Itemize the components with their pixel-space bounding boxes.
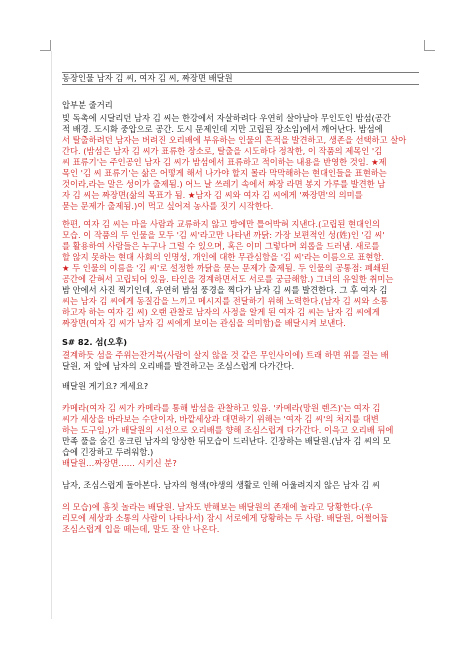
dialogue-line: 배달원 게기요? 게세요?: [62, 381, 149, 391]
body-line: 자 김 씨는 짜장면(삶의 목표가 됨. ★남자 김 씨와 여자 김 씨에게 '짜장면'의 의미를: [62, 190, 363, 200]
body-line: 할 않지 못하는 현대 사회의 인명성, 개인에 대한 무관심함을 '김 씨'라는 이름으로 표현함.: [62, 252, 385, 262]
crop-mark-top-left: [40, 40, 51, 51]
body-line: 한편, 여자 김 씨는 마을 사람과 교류하지 않고 방에만 틀어박혀 지낸다.(고립된 현대인의: [62, 219, 381, 229]
body-line: 만족 풀을 숨긴 웅크린 남자의 앙상한 뒤모습이 드러난다. 긴장하는 배달원.(남자 김 씨의 모: [62, 436, 391, 446]
body-line: 것이라,라는 말은 성이가 출제됨.) 어느 날 쓰레기 속에서 짜장 라면 봉지 가루를 발견한 남: [62, 179, 386, 189]
body-line: 하고자 하는 여자 김 씨) 오랜 관찰로 남자의 사정을 알게 된 여자 김 씨는 남자 김 씨에게: [62, 307, 380, 317]
characters-line: 동장인물 남자 김 씨, 여자 김 씨, 짜장면 배달원: [62, 72, 419, 85]
dialogue-line: 남자, 조심스럽게 돌아본다. 남자의 형색(야생의 생활로 인해 어울려지지 않은 남자 김 씨: [62, 480, 381, 490]
body-line: 적 배경. 도시화 중압으로 공간. 도시 문제인데 지만 고립된 장소임)에서 깨어난다. 밤섬에: [62, 124, 383, 134]
body-line: 씨 표류기'는 주인공인 남자 김 씨가 밤섬에서 표류하고 적이하는 내용을 반영한 것임. ★제: [62, 157, 387, 167]
scene-line: 달원, 저 앞에 남자의 오리배를 발견하고는 조심스럽게 다가간다.: [62, 361, 295, 371]
body-line: ★ 두 인물의 이름을 '김 씨'로 설정한 까닭을 묻는 문제가 출제됨. 두 인물의 공통점: 폐쇄된: [62, 263, 389, 273]
section-heading: 압부분 줄거리: [62, 100, 113, 110]
scene-heading: S# 82. 섬(오후): [62, 337, 128, 347]
body-line: 습에 긴장하고 두려워함.): [62, 447, 154, 457]
body-line: 묻는 문제가 출제됨.)이 먹고 싶어져 농사를 짓기 시작한다.: [62, 201, 274, 211]
body-line: 간다. (밤섬은 남자 김 씨가 표류한 장소로, 탈출을 시도하다 정착한, 이 작품의 제목인 '김: [62, 146, 383, 156]
body-line: 하는 도구임.)가 배달원의 시선으로 오리배를 향해 조심스럽게 다가간다. 이윽고 오리배 뒤에: [62, 425, 394, 435]
body-line: 의 모습)에 흠칫 놀라는 배달원. 남자도 반해보는 배달원의 존재에 놀라고 당황한다.(우: [62, 502, 373, 512]
body-line: 씨는 남자 김 씨에게 동질감을 느끼고 메시지를 전달하기 위해 노력한다.(남자 김 씨와 소통: [62, 296, 389, 306]
document-page: [51, 51, 425, 619]
body-line: 조심스럽게 입을 떼는데, 말도 잘 안 나온다.: [62, 524, 220, 534]
body-line: 빚 독촉에 시달리던 남자 김 씨는 한강에서 자살하려다 우연히 살아남아 무인도인 밤섬(공간: [62, 113, 391, 123]
body-line: 를 활용하여 사람들은 누구나 그럴 수 있으며, 혹은 이미 그렇다며 외롭을 드러냄. 새로를: [62, 241, 380, 251]
body-line: 리모에 세상과 소통의 사람이 나타나서) 잠시 서로에게 당황하는 두 사람. 배달원, 어쩔어둡: [62, 513, 389, 523]
body-line: 씨가 세상을 바라보는 수단이자, 바깥세상과 대면하기 위해는 '여자 김 씨'의 처지를 대변: [62, 414, 379, 424]
body-line: 배달원…짜장면…… 시키신 분?: [62, 458, 177, 468]
body-line: 짜장면(여자 김 씨가 남자 김 씨에게 보이는 관심을 의미함)을 배달시켜 보낸다.: [62, 318, 346, 328]
body-line: 카메라(여자 김 씨가 카메라를 통해 밤섬을 관찰하고 있음. '카메라(망원 렌즈)'는 여자 김: [62, 403, 381, 413]
body-line: 서 탈출하려던 남자는 버려진 오리배에 부유하는 인물의 흔적을 발견하고, 생존을 선택하고 살아: [62, 135, 407, 145]
body-line: 모습. 이 작품의 두 인물을 모두 '김 씨'라고만 나타낸 까닭: 가장 보편적인 성(姓)인 '김 씨': [62, 230, 385, 240]
body-line: 목인 '김 씨 표류기'는 삶은 어떻게 해서 나가야 할지 몰라 막막해하는 현대인들을 표현하는: [62, 168, 387, 178]
scene-line: 결계하듯 섬을 주위는잔거북(사람이 살지 않을 것 같은 무인사이에) 트래 하면 위를 걸는 배: [62, 350, 389, 360]
body-line: 공간에 갇혀서 고립되어 있음. 타인을 경계하면서도 서로를 궁금해함.) 그녀의 유일한 취미는: [62, 274, 394, 284]
body-line: 밤 안에서 사진 찍기인데, 우연히 밤섬 풍경을 찍다가 남자 김 씨를 발견한다. 그 후 여자 김: [62, 285, 388, 295]
crop-mark-top-right: [424, 40, 435, 51]
